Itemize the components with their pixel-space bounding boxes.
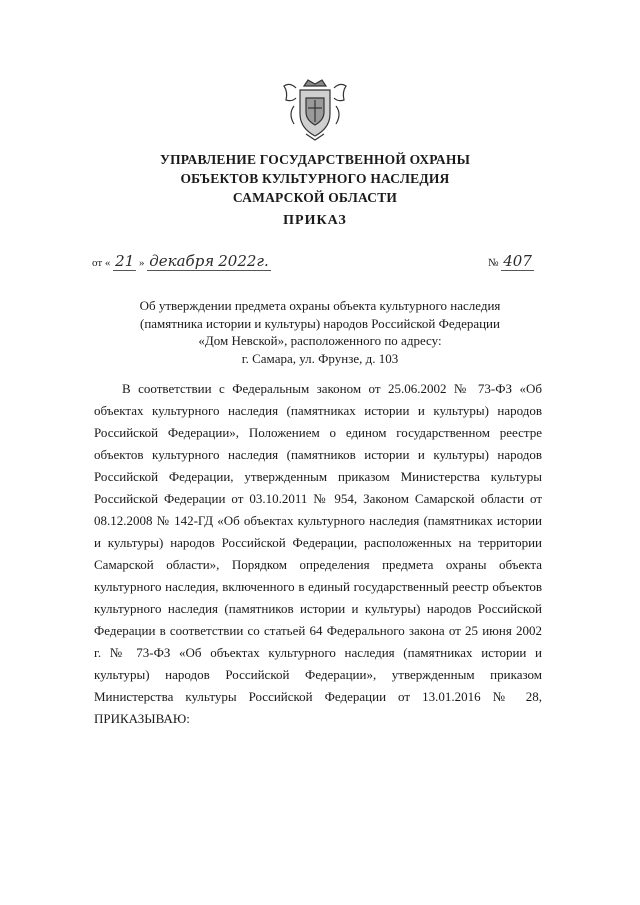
subject-line-1: Об утверждении предмета охраны объекта культурного наследия: [139, 298, 501, 313]
body-paragraph: В соответствии с Федеральным законом от 25.06.2002 № 73-ФЗ «Об объектах культурного наследия (памятниках истории и культуры) народов Российской Федерации», Положением о едином государственном реестре объектов культурного наследия (памятников истории и культуры) народов Российской Федерации, утвержденным приказом Министерства культуры Российской Федерации от 03.10.2011 № 954, Законом Самарской области от 08.12.2008 № 142-ГД «Об объектах культурного наследия (памятниках истории и культуры) народов Российской Федерации, расположенных на территории Самарской области», Порядком определения предмета охраны объекта культурного наследия, включенного в единый государственный реестр объектов культурного наследия (памятников истории и культуры) народов Российской Федерации в соответствии со статьей 64 Федерального закона от 25 июня 2002 г. № 73-ФЗ «Об объектах культурного наследия (памятниках истории и культуры) народов Российской Федерации», утвержденным приказом Министерства культуры Российской Федерации от 13.01.2016 № 28, ПРИКАЗЫВАЮ:: [94, 381, 542, 726]
date-prefix: от: [92, 257, 103, 269]
org-name-line-3: САМАРСКОЙ ОБЛАСТИ: [232, 190, 398, 205]
org-name-line-2: ОБЪЕКТОВ КУЛЬТУРНОГО НАСЛЕДИЯ: [180, 171, 450, 186]
order-subject: [80, 297, 560, 367]
date-year: 2022г.: [218, 252, 269, 270]
date-open-quote: «: [104, 257, 111, 269]
subject-line-3: «Дом Невской», расположенного по адресу:: [198, 333, 442, 348]
document-title: ПРИКАЗ: [283, 213, 347, 228]
number-value: 407: [503, 252, 532, 270]
date-close-quote: »: [139, 257, 145, 269]
date-day: 21: [115, 252, 135, 270]
order-number: [488, 252, 534, 270]
subject-line-4: г. Самара, ул. Фрунзе, д. 103: [241, 350, 399, 366]
date-month: декабря: [149, 252, 215, 270]
number-prefix: №: [488, 257, 499, 269]
subject-line-2: (памятника истории и культуры) народов Российской Федерации: [140, 315, 500, 331]
coat-of-arms-icon: [282, 78, 348, 142]
order-date: [92, 252, 271, 270]
org-name-line-1: УПРАВЛЕНИЕ ГОСУДАРСТВЕННОЙ ОХРАНЫ: [159, 152, 471, 167]
